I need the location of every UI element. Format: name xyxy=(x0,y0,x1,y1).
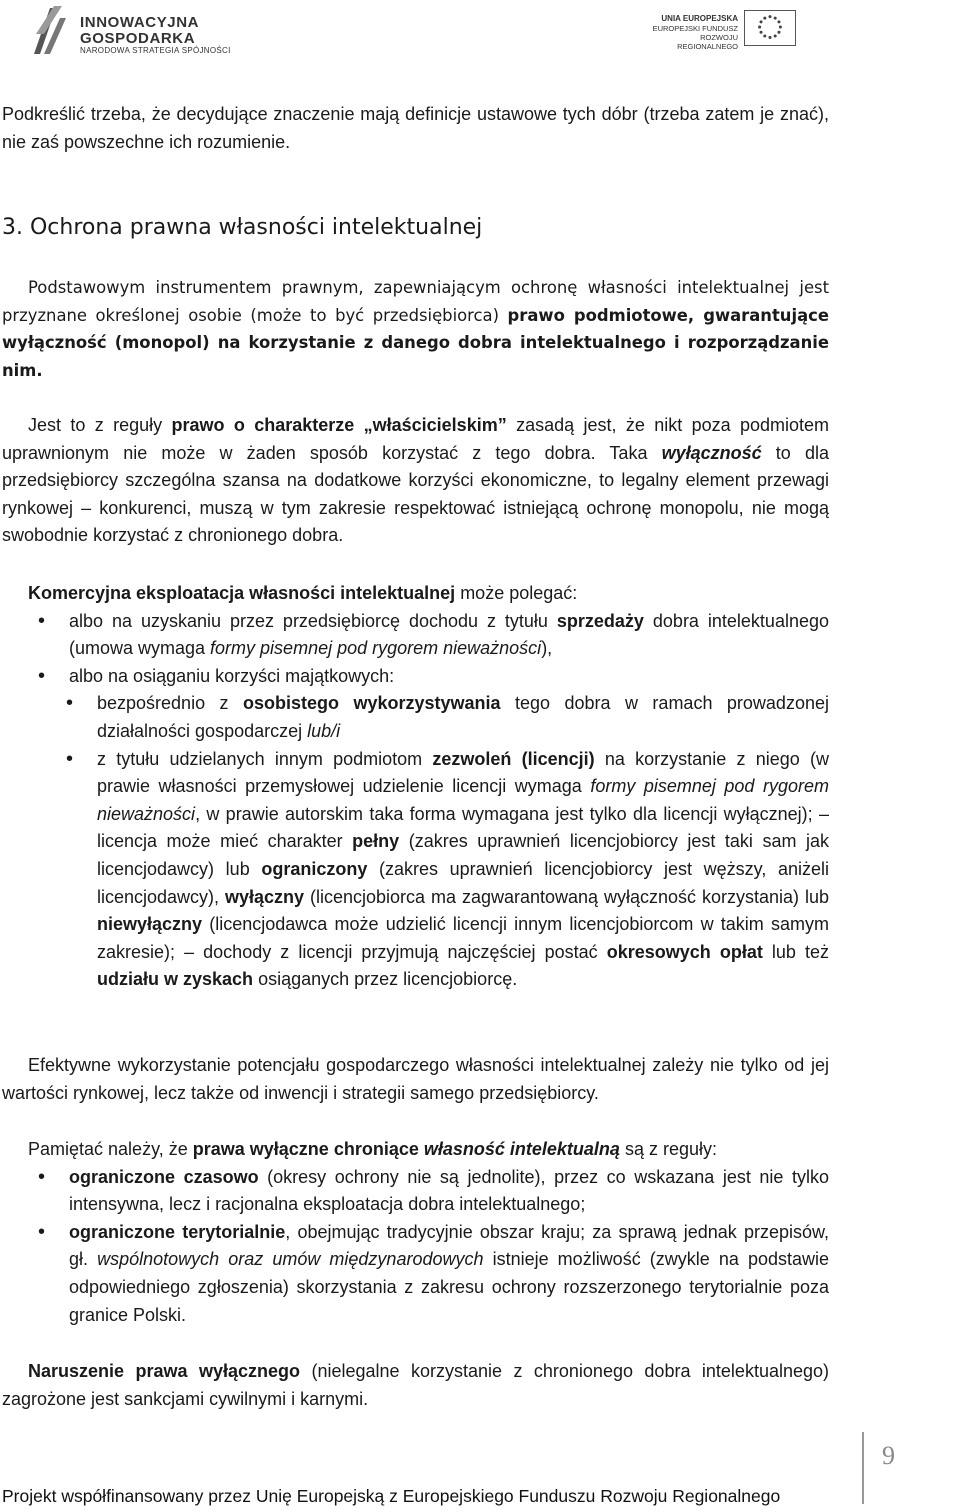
para3-b1: Komercyjna eksploatacja własności intelektualnej xyxy=(28,583,456,603)
sub-text: tego dobra w ramach prowadzonej działalności gospodarczej xyxy=(97,693,829,741)
sub-bold: zezwoleń (licencji) xyxy=(432,748,595,769)
para5-b1: prawa wyłączne chroniące xyxy=(192,1139,424,1159)
item-text: albo na osiąganiu korzyści majątkowych: xyxy=(69,665,395,686)
item-text: (okresy ochrony nie są jednolite), przez co wskazana jest nie tylko intensywna, lecz i racjonalna eksploatacja dobra intelektualnego; xyxy=(69,1166,829,1215)
para5-bi1: własność intelektualną xyxy=(423,1139,620,1159)
sub-text: osiąganych przez licencjobiorcę. xyxy=(253,969,518,990)
paragraph-wlascicielskie xyxy=(2,412,829,550)
para5-t2: są z reguły: xyxy=(619,1139,717,1159)
ograniczenia-list xyxy=(2,1164,829,1330)
para1-bold: prawo podmiotowe, gwarantujące wyłączność (monopol) na korzystanie z danego dobra intelektualnego i rozporządzanie nim. xyxy=(2,305,829,380)
page-number-divider xyxy=(862,1432,864,1504)
sub-italic: lub/i xyxy=(307,720,341,741)
sub-text: (licencjodawca może udzielić licencji innym licencjobiorcom w takim samym zakresie); – dochody z licencji przyjmują najczęściej postać xyxy=(97,914,829,962)
item-bold: ograniczone czasowo xyxy=(69,1166,259,1187)
sub-bold: osobistego wykorzystywania xyxy=(243,693,501,714)
list-item xyxy=(2,1219,829,1329)
eu-logo-line-1: UNIA EUROPEJSKA xyxy=(661,14,738,23)
logo-line-2: GOSPODARKA xyxy=(80,30,196,47)
section-heading: 3. Ochrona prawna własności intelektualnej xyxy=(2,215,483,240)
logo-mark-icon xyxy=(32,4,70,56)
innowacyjna-gospodarka-logo xyxy=(32,2,292,58)
item-italic: formy pisemnej pod rygorem nieważności xyxy=(210,638,542,659)
sub-text: , w prawie autorskim taka forma wymagana jest tylko dla licencji wyłącznej); – licencja może mieć charakter xyxy=(97,803,829,852)
para2-bi1: wyłączność xyxy=(661,442,762,463)
page-number: 9 xyxy=(882,1441,895,1470)
item-text: , obejmując tradycyjnie obszar kraju; za sprawą jednak przepisów, gł. xyxy=(69,1221,829,1270)
para2-t2: zasadą jest, że nikt poza podmiotem uprawnionym nie może w żaden sposób korzystać z tego dobra. Taka xyxy=(2,415,830,463)
logo-line-1: INNOWACYJNA xyxy=(80,14,200,31)
para4-text: Efektywne wykorzystanie potencjału gospodarczego własności intelektualnej zależy nie tylko od jej wartości rynkowej, lecz także od inwencji i strategii samego przedsiębiorcy. xyxy=(2,1055,829,1103)
para2-b1: prawo o charakterze „właścicielskim” xyxy=(171,415,507,435)
sub-bold: pełny xyxy=(352,831,400,852)
sub-bold: niewyłączny xyxy=(97,914,203,935)
sub-text: (zakres uprawnień licencjobiorcy jest węższy, aniżeli licencjodawcy), xyxy=(97,858,829,907)
footer-funding-note: Projekt współfinansowany przez Unię Europejską z Europejskiego Funduszu Rozwoju Regionalnego xyxy=(2,1486,781,1506)
paragraph-naruszenie xyxy=(2,1358,829,1413)
logo-line-3: NARODOWA STRATEGIA SPÓJNOŚCI xyxy=(80,46,231,55)
para6-b1: Naruszenie prawa wyłącznego xyxy=(28,1361,300,1381)
sub-bold: udziału w zyskach xyxy=(97,969,254,990)
item-text: dobra intelektualnego (umowa wymaga xyxy=(69,610,829,659)
sub-bold: ograniczony xyxy=(261,858,368,879)
eu-logo-line-2: EUROPEJSKI FUNDUSZ xyxy=(652,24,738,33)
paragraph-ochrona xyxy=(2,274,829,384)
intro-paragraph xyxy=(2,101,829,156)
list-item xyxy=(2,1164,829,1219)
paragraph-prawa-wylaczne xyxy=(2,1136,829,1329)
item-bold: ograniczone terytorialnie xyxy=(69,1221,286,1242)
item-bold: sprzedaży xyxy=(556,610,644,631)
item-text: albo na uzyskaniu przez przedsiębiorcę dochodu z tytułu xyxy=(69,610,557,631)
sub-text: lub też xyxy=(762,941,829,962)
sub-text: bezpośrednio z xyxy=(97,693,243,714)
list-item xyxy=(2,608,829,663)
item-text: istnieje możliwość (zwykle na podstawie odpowiedniego zgłoszenia) skorzystania z zakresu ochrony rozszerzonego terytorialnie poza granice Polski. xyxy=(69,1249,830,1325)
sublist-item xyxy=(2,690,829,745)
sub-bold: okresowych opłat xyxy=(606,941,763,962)
para2-t1: Jest to z reguły xyxy=(28,415,172,435)
item-text: ), xyxy=(541,638,553,659)
eu-logo-line-3: ROZWOJU REGIONALNEGO xyxy=(677,33,738,51)
eksploatacja-list xyxy=(2,608,829,994)
para3-t1: może polegać: xyxy=(455,583,578,603)
sub-text: z tytułu udzielanych innym podmiotom xyxy=(97,748,433,769)
list-item xyxy=(2,663,829,994)
sub-bold: wyłączny xyxy=(225,886,305,907)
paragraph-komercyjna xyxy=(2,580,829,994)
sublist-item xyxy=(2,746,829,994)
para5-t1: Pamiętać należy, że xyxy=(28,1139,193,1159)
sublist xyxy=(69,690,829,994)
para2-t3: to dla przedsiębiorcy szczególna szansa na dodatkowe korzyści ekonomiczne, to legalny element przewagi rynkowej – konkurenci, muszą w tym zakresie respektować istniejącą ochronę monopolu, nie mogą swobodnie korzystać z chronionego dobra. xyxy=(2,442,829,546)
para1-text: Podstawowym instrumentem prawnym, zapewniającym ochronę własności intelektualnej jest przyznane określonej osobie (może to być przedsiębiorca) xyxy=(2,278,829,325)
sub-italic: formy pisemnej pod rygorem nieważności xyxy=(97,776,829,824)
sub-text: (zakres uprawnień licencjobiorcy jest taki sam jak licencjodawcy) lub xyxy=(97,831,829,879)
paragraph-efektywne xyxy=(2,1052,829,1107)
eu-logo xyxy=(648,8,798,51)
sub-text: (licencjobiorca ma zagwarantowaną wyłączność korzystania) lub xyxy=(304,886,829,907)
intro-text: Podkreślić trzeba, że decydujące znaczenie mają definicje ustawowe tych dóbr (trzeba zatem je znać), nie zaś powszechne ich rozumienie. xyxy=(2,104,829,152)
item-italic: wspólnotowych oraz umów międzynarodowych xyxy=(97,1249,484,1270)
eu-flag-icon xyxy=(744,10,796,46)
para6-t1: (nielegalne korzystanie z chronionego dobra intelektualnego) zagrożone jest sankcjami cywilnymi i karnymi. xyxy=(2,1361,829,1409)
sub-text: na korzystanie z niego (w prawie własności przemysłowej udzielenie licencji wymaga xyxy=(97,748,829,797)
